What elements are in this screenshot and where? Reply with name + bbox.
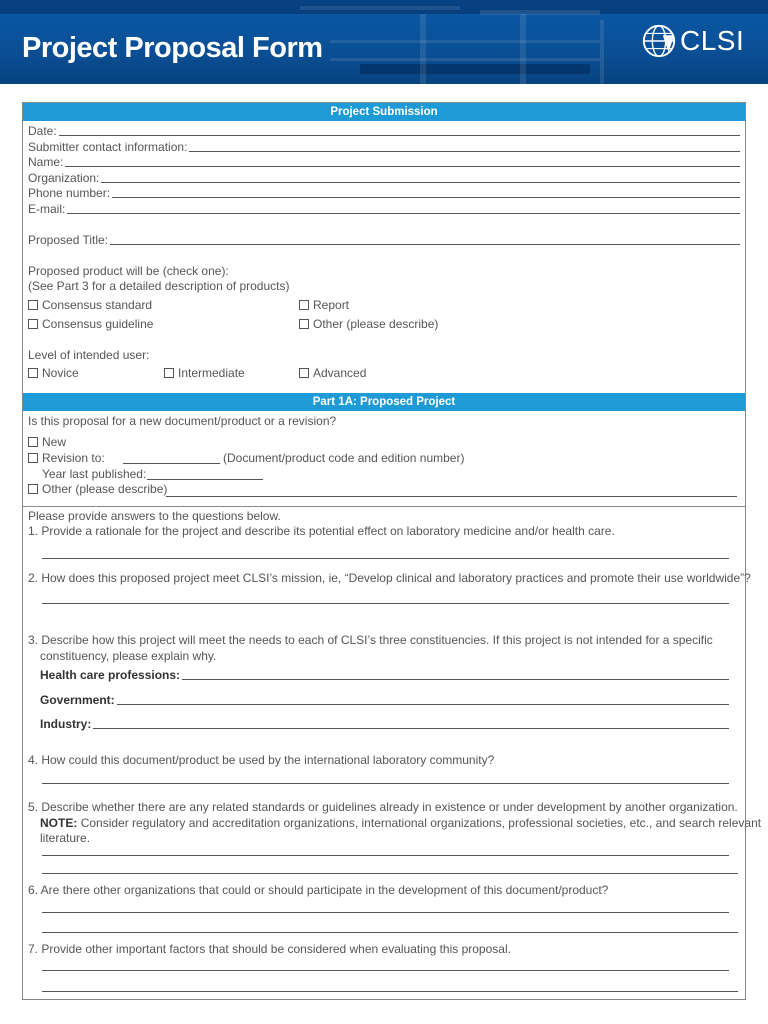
other-describe-input[interactable] <box>166 496 737 497</box>
page-title: Project Proposal Form <box>22 32 323 64</box>
date-field[interactable]: Date: <box>28 123 740 138</box>
question-5-note: NOTE: Consider regulatory and accreditation organizations, international organizations, professional societies, etc., and search relevant <box>40 816 762 830</box>
contact-info-field[interactable]: Submitter contact information: <box>28 139 740 154</box>
question-5-cont: literature. <box>40 831 91 845</box>
checkbox-consensus-guideline[interactable]: Consensus guideline <box>28 317 153 331</box>
checkbox-new[interactable]: New <box>28 435 66 449</box>
checkbox-icon <box>28 368 38 378</box>
globe-icon <box>640 22 678 60</box>
checkbox-novice[interactable]: Novice <box>28 366 79 380</box>
checkbox-icon <box>28 484 38 494</box>
product-type-question: Proposed product will be (check one): <box>28 264 229 278</box>
header-banner <box>0 0 768 84</box>
name-field[interactable]: Name: <box>28 154 740 169</box>
answer-1-line[interactable] <box>42 558 729 559</box>
answer-5-line-1[interactable] <box>42 855 729 856</box>
answer-4-line[interactable] <box>42 783 729 784</box>
checkbox-consensus-standard[interactable]: Consensus standard <box>28 298 152 312</box>
question-3: 3. Describe how this project will meet the needs to each of CLSI’s three constituencies. If this project is not intended for a specific <box>28 633 713 647</box>
checkbox-icon <box>164 368 174 378</box>
logo-text: CLSI <box>680 25 745 56</box>
checkbox-icon <box>28 319 38 329</box>
answer-6-line-1[interactable] <box>42 912 729 913</box>
answer-7-line-2[interactable] <box>42 991 738 992</box>
year-published-label: Year last published: <box>42 467 147 481</box>
question-3-cont: constituency, please explain why. <box>40 649 217 663</box>
answer-5-line-2[interactable] <box>42 873 738 874</box>
question-7: 7. Provide other important factors that should be considered when evaluating this proposal. <box>28 942 511 956</box>
answer-6-line-2[interactable] <box>42 932 738 933</box>
revision-hint: (Document/product code and edition number) <box>223 451 465 465</box>
question-1: 1. Provide a rationale for the project and describe its potential effect on laboratory medicine and/or health care. <box>28 524 615 538</box>
health-care-professions-field[interactable]: Health care professions: <box>40 667 729 682</box>
checkbox-intermediate[interactable]: Intermediate <box>164 366 245 380</box>
question-4: 4. How could this document/product be used by the international laboratory community? <box>28 753 495 767</box>
year-published-input[interactable] <box>147 479 263 480</box>
checkbox-icon <box>28 453 38 463</box>
checkbox-report[interactable]: Report <box>299 298 349 312</box>
government-field[interactable]: Government: <box>40 692 729 707</box>
email-field[interactable]: E-mail: <box>28 201 740 216</box>
revision-input[interactable] <box>123 463 220 464</box>
industry-field[interactable]: Industry: <box>40 716 729 731</box>
checkbox-icon <box>299 368 309 378</box>
user-level-label: Level of intended user: <box>28 348 150 362</box>
answer-7-line-1[interactable] <box>42 970 729 971</box>
question-5: 5. Describe whether there are any related standards or guidelines already in existence or under development by another organization. <box>28 800 738 814</box>
question-6: 6. Are there other organizations that could or should participate in the development of this document/product? <box>28 883 609 897</box>
new-or-revision-question: Is this proposal for a new document/product or a revision? <box>28 414 337 428</box>
product-type-hint: (See Part 3 for a detailed description of products) <box>28 279 290 293</box>
part-1a-header: Part 1A: Proposed Project <box>23 393 745 411</box>
checkbox-other-product[interactable]: Other (please describe) <box>299 317 438 331</box>
checkbox-advanced[interactable]: Advanced <box>299 366 366 380</box>
phone-field[interactable]: Phone number: <box>28 185 740 200</box>
proposed-title-field[interactable]: Proposed Title: <box>28 232 740 247</box>
proposal-form <box>22 102 762 1000</box>
checkbox-icon <box>28 300 38 310</box>
checkbox-icon <box>299 319 309 329</box>
section-divider <box>23 506 745 507</box>
clsi-logo <box>640 22 744 60</box>
organization-field[interactable]: Organization: <box>28 170 740 185</box>
questions-intro: Please provide answers to the questions below. <box>28 509 281 523</box>
answer-2-line[interactable] <box>42 603 729 604</box>
project-submission-header: Project Submission <box>23 103 745 121</box>
question-2: 2. How does this proposed project meet CLSI’s mission, ie, “Develop clinical and laboratory practices and promote their use worldwide”? <box>28 571 751 585</box>
checkbox-revision[interactable]: Revision to: <box>28 451 105 465</box>
checkbox-other-revision[interactable]: Other (please describe) <box>28 482 167 496</box>
checkbox-icon <box>299 300 309 310</box>
checkbox-icon <box>28 437 38 447</box>
